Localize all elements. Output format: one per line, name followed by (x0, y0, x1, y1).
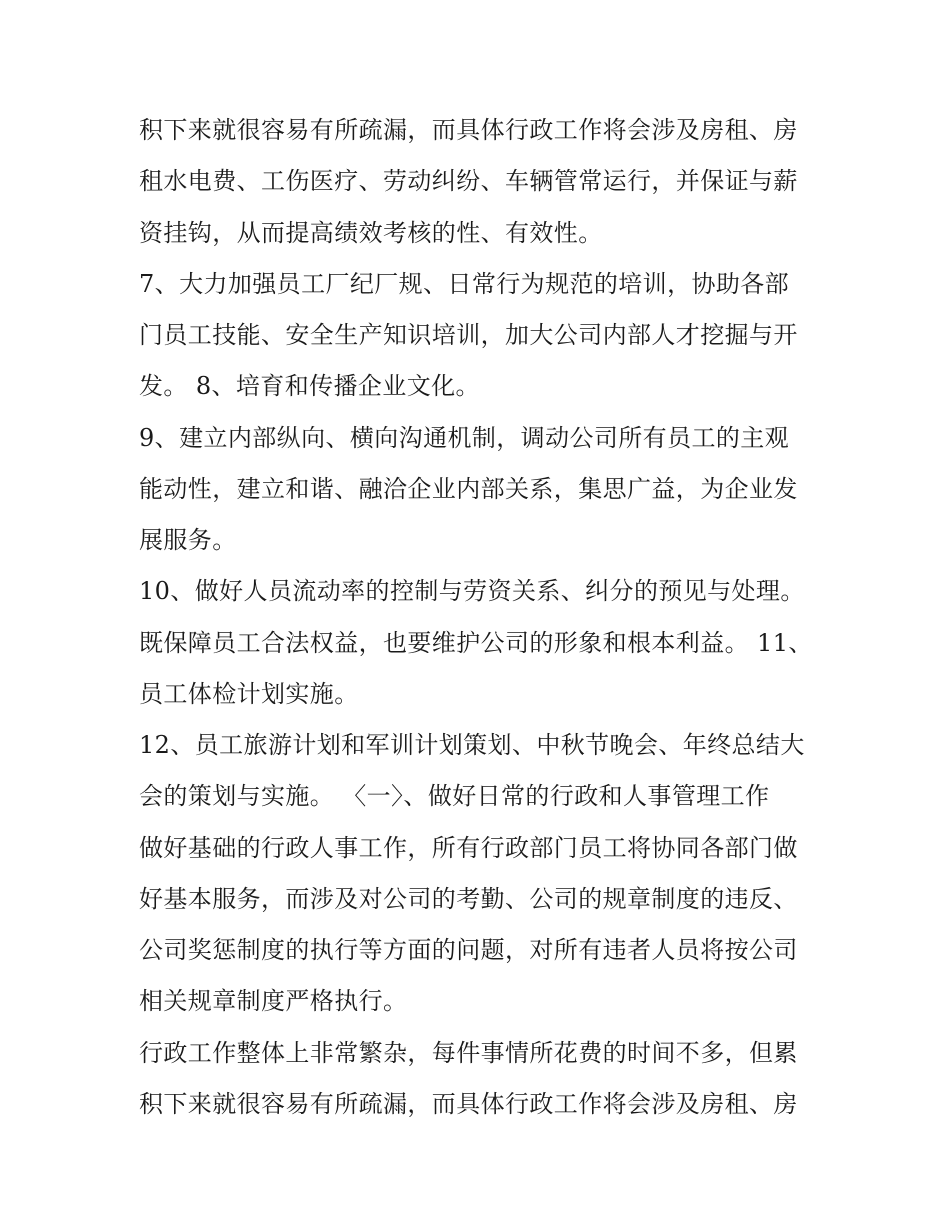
text-line-4: 7、大力加强员工厂纪厂规、日常行为规范的培训，协助各部 (139, 269, 790, 298)
text-line-12: 员工体检计划实施。 (139, 679, 359, 708)
text-line-13: 12、员工旅游计划和军训计划策划、中秋节晚会、年终总结大 (139, 731, 805, 759)
body-text (139, 113, 819, 1138)
text-line-1: 积下来就很容易有所疏漏，而具体行政工作将会涉及房租、房 (139, 116, 798, 144)
text-line-19: 行政工作整体上非常繁杂，每件事情所花费的时间不多，但累 (139, 1038, 798, 1067)
text-line-15: 做好基础的行政人事工作，所有行政部门员工将协同各部门做 (139, 833, 798, 862)
text-line-20: 积下来就很容易有所疏漏，而具体行政工作将会涉及房租、房 (139, 1089, 798, 1118)
text-line-14: 会的策划与实施。 〈一〉、做好日常的行政和人事管理工作 (139, 782, 770, 811)
text-line-16: 好基本服务，而涉及对公司的考勤、公司的规章制度的违反、 (139, 884, 798, 913)
text-line-18: 相关规章制度严格执行。 (139, 987, 408, 1016)
text-line-8: 能动性，建立和谐、融洽企业内部关系，集思广益，为企业发 (139, 474, 798, 503)
text-line-5: 门员工技能、安全生产知识培训，加大公司内部人才挖掘与开 (139, 321, 798, 349)
text-line-10: 10、做好人员流动率的控制与劳资关系、纠分的预见与处理。 (139, 577, 805, 606)
text-line-2: 租水电费、工伤医疗、劳动纠纷、车辆管常运行，并保证与薪 (139, 167, 798, 196)
text-line-11: 既保障员工合法权益，也要维护公司的形象和根本利益。 11、 (139, 628, 813, 657)
text-line-17: 公司奖惩制度的执行等方面的问题，对所有违者人员将按公司 (139, 936, 798, 964)
text-line-6: 发。 8、培育和传播企业文化。 (139, 372, 480, 401)
text-line-3: 资挂钩，从而提高绩效考核的性、有效性。 (139, 218, 603, 247)
text-line-7: 9、建立内部纵向、横向沟通机制，调动公司所有员工的主观 (139, 423, 790, 452)
text-line-9: 展服务。 (139, 526, 237, 554)
